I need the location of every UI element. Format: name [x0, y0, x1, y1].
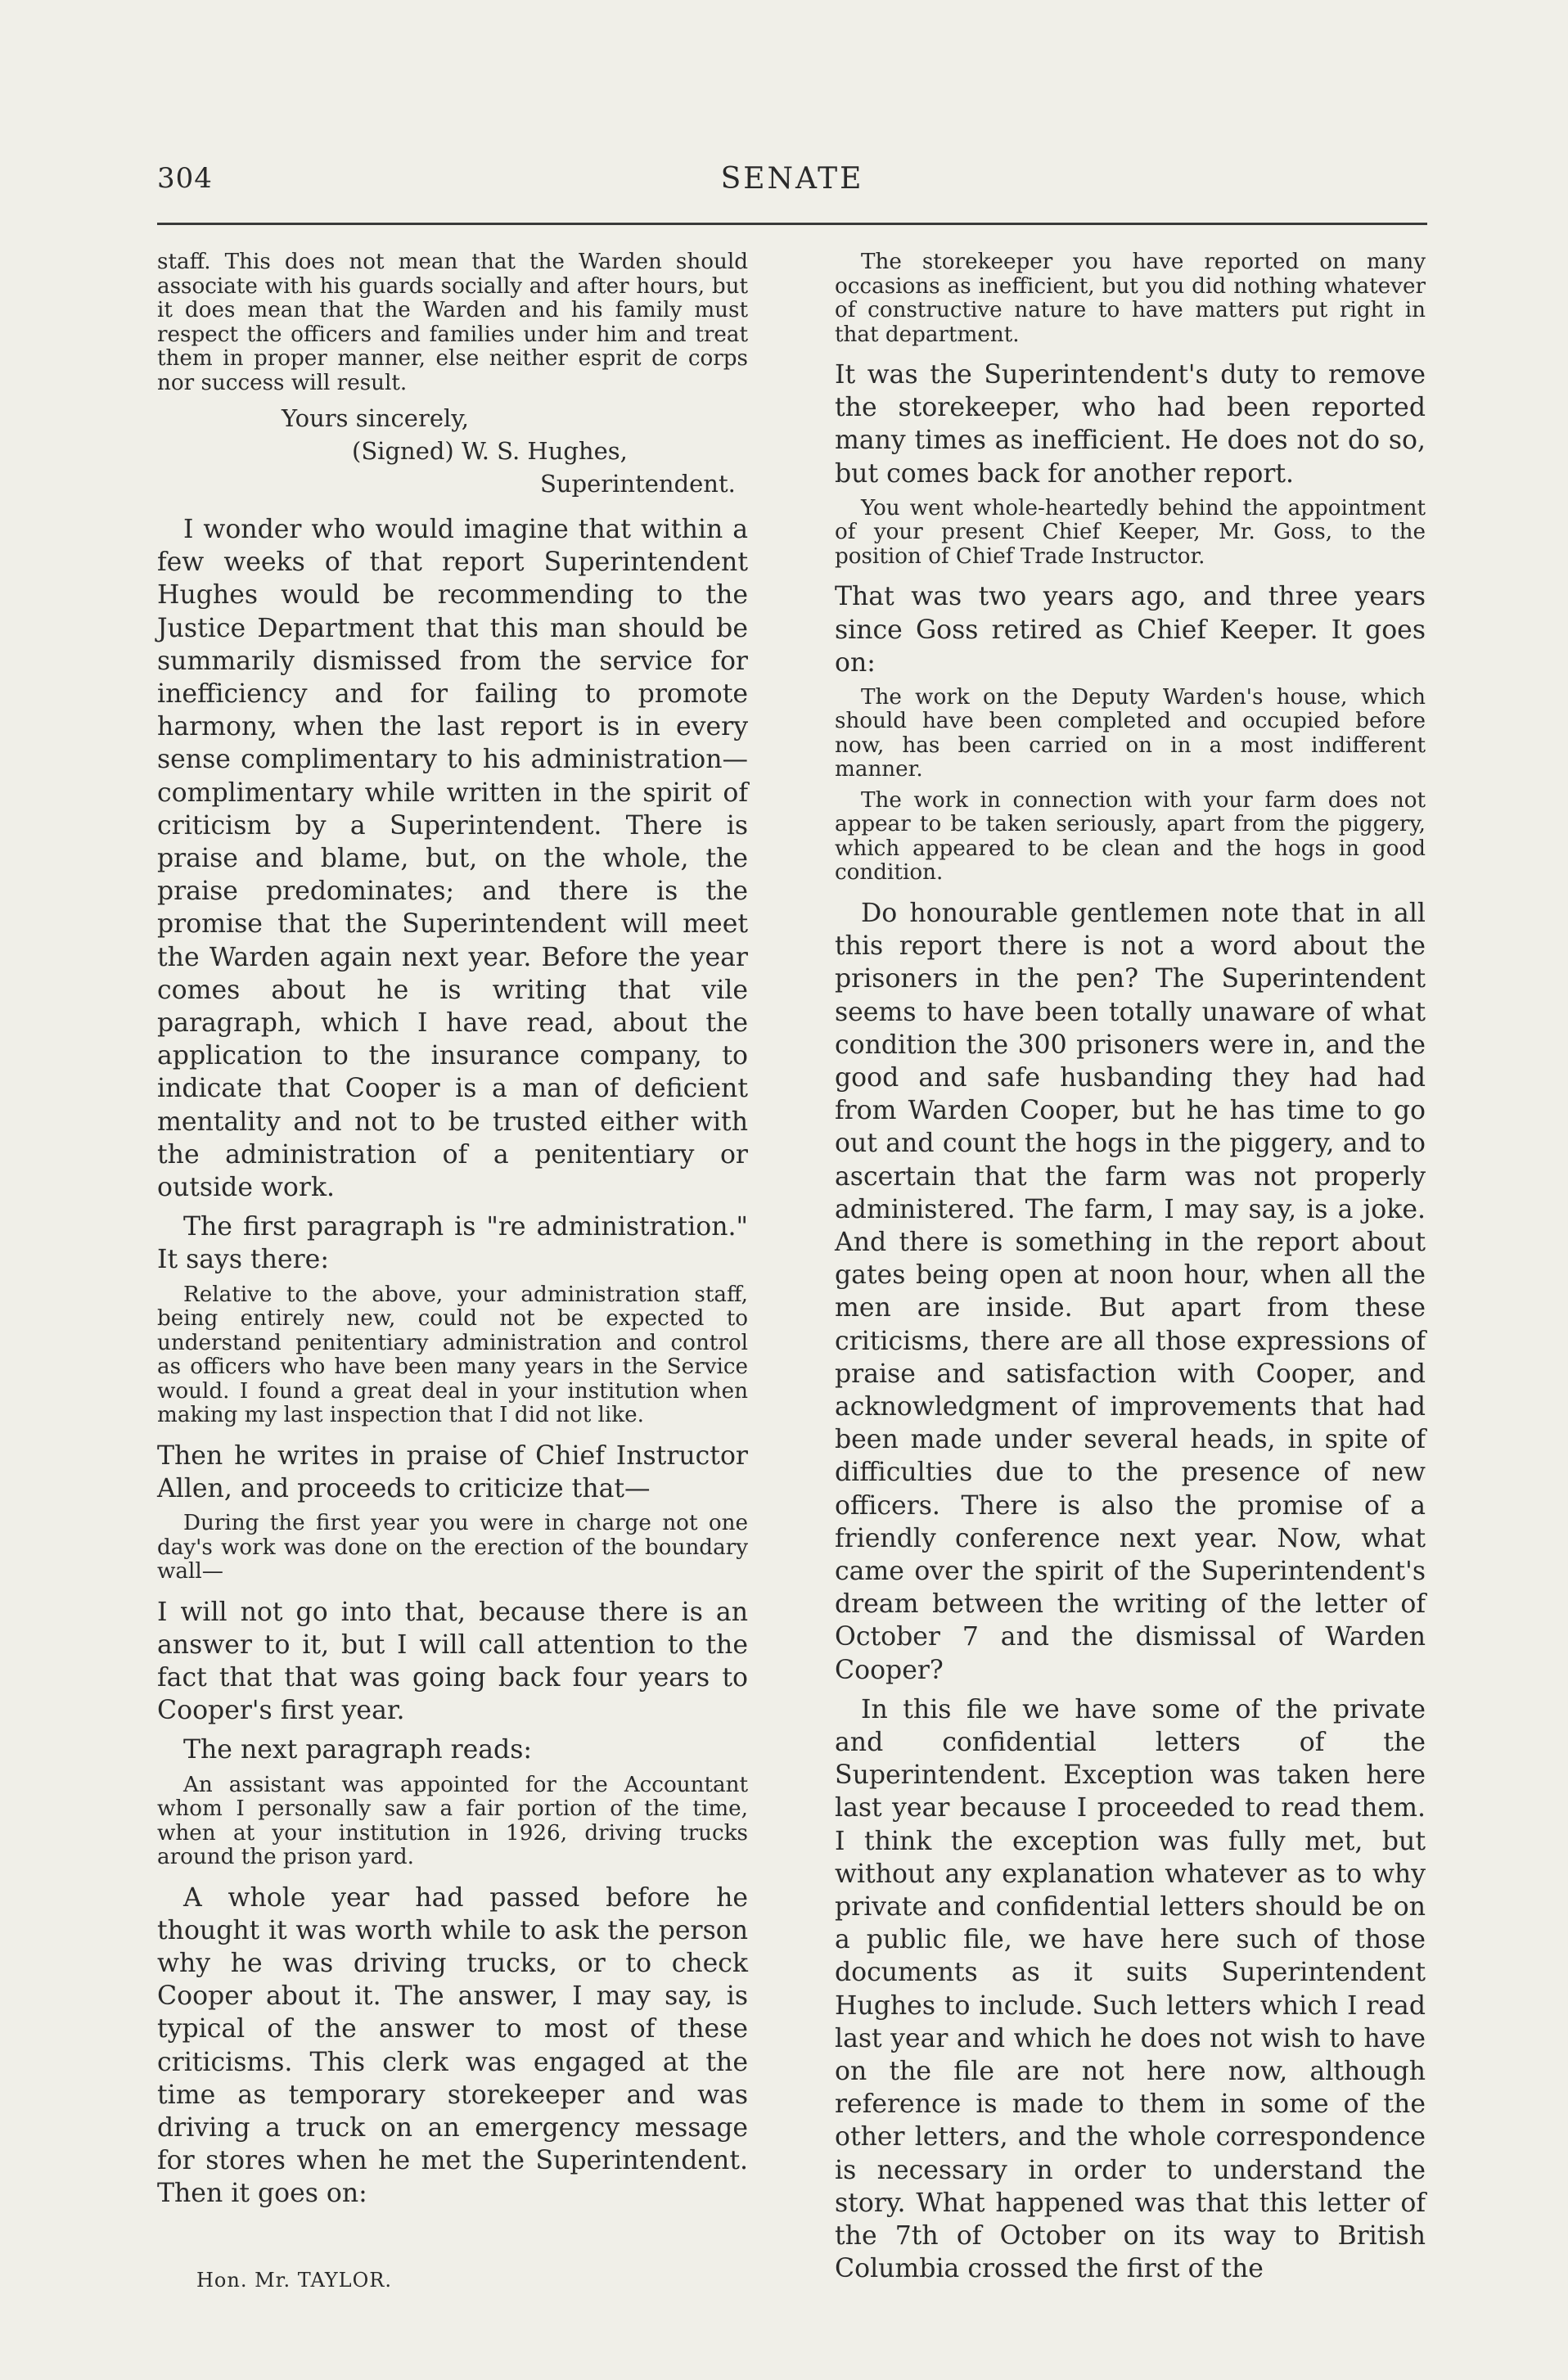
quote-block: Relative to the above, your administration staff, being entirely new, could not be expected to understand penitentiary administration and control as officers who have been many years in the Service would. I found a great deal in your institution when making my last inspection that I did not like. — [157, 1282, 748, 1428]
quote-block: The storekeeper you have reported on many occasions as inefficient, but you did nothing whatever of constructive nature to have matters put right in that department. — [835, 250, 1426, 347]
body-paragraph: I wonder who would imagine that within a few weeks of that report Superintendent Hughes would be recommending to the Justice Department that this man should be summarily dismissed from the service for inefficiency and for failing to promote harmony, when the last report is in every sense complimentary to his administration—complimentary while written in the spirit of criticism by a Superintendent. There is praise and blame, but, on the whole, the praise predominates; and there is the promise that the Superintendent will meet the Warden again next year. Before the year comes about he is writing that vile paragraph, which I have read, about the application to the insurance company, to indicate that Cooper is a man of deficient mentality and not to be trusted either with the administration of a penitentiary or outside work. — [157, 515, 748, 1203]
body-paragraph: The next paragraph reads: — [183, 1735, 532, 1765]
body-paragraph: In this file we have some of the private and confidential letters of the Superintendent. Exception was taken here last year because I proceeded to read them. I think the exception was fully met, but without any explanation whatever as to why private and confidential letters should be on a public file, we have here such of those documents as it suits Superintendent Hughes to include. Such letters which I read last year and which he does not wish to have on the file are not here now, although reference is made to them in some of the other letters, and the whole correspondence is necessary in order to understand the story. What happened was that this letter of the 7th of October on its way to British Columbia crossed the first of the — [835, 1694, 1426, 2284]
signature-block — [157, 402, 748, 500]
header-rule — [157, 223, 1427, 225]
body-paragraph: It was the Superintendent's duty to remove the storekeeper, who had been reported many times as inefficient. He does not do so, but comes back for another report. — [835, 360, 1426, 489]
quote-block: An assistant was appointed for the Accountant whom I personally saw a fair portion of the time, when at your institution in 1926, driving trucks around the prison yard. — [157, 1772, 748, 1870]
running-head: SENATE — [720, 162, 864, 196]
left-column — [157, 250, 748, 2217]
right-column — [835, 250, 1426, 2292]
signature-title: Superintendent. — [540, 470, 736, 498]
quote-block: The work on the Deputy Warden's house, which should have been completed and occupied before now, has been carried on in a most indifferent manner. — [835, 684, 1426, 782]
body-paragraph: Do honourable gentlemen note that in all this report there is not a word about the prisoners in the pen? The Superintendent seems to have been totally unaware of what condition the 300 prisoners were in, and the good and safe husbanding they had had from Warden Cooper, but he has time to go out and count the hogs in the piggery, and to ascertain that the farm was not properly administered. The farm, I may say, is a joke. And there is something in the report about gates being open at noon hour, when all the men are inside. But apart from these criticisms, there are all those expressions of praise and satisfaction with Cooper, and acknowledgment of improvements that had been made under several heads, in spite of difficulties due to the presence of new officers. There is also the promise of a friendly conference next year. Now, what came over the spirit of the Superintendent's dream between the writing of the letter of October 7 and the dismissal of Warden Cooper? — [835, 898, 1426, 1685]
body-paragraph: A whole year had passed before he thought it was worth while to ask the person why he was driving trucks, or to check Cooper about it. The answer, I may say, is typical of the answer to most of these criticisms. This clerk was engaged at the time as temporary storekeeper and was driving a truck on an emergency message for stores when he met the Superintendent. Then it goes on: — [157, 1882, 748, 2209]
quote-block: You went whole-heartedly behind the appointment of your present Chief Keeper, Mr. Goss, to the position of Chief Trade Instructor. — [835, 495, 1426, 569]
page-number: 304 — [157, 162, 213, 195]
speaker-footer: Hon. Mr. TAYLOR. — [196, 2269, 392, 2292]
quote-block: The work in connection with your farm does not appear to be taken seriously, apart from the piggery, which appeared to be clean and the hogs in good condition. — [835, 787, 1426, 886]
body-paragraph: The first paragraph is "re administration." It says there: — [157, 1212, 748, 1275]
body-paragraph: I will not go into that, because there is an answer to it, but I will call attention to the fact that that was going back four years to Cooper's first year. — [157, 1597, 748, 1726]
body-paragraph: Then he writes in praise of Chief Instructor Allen, and proceeds to criticize that— — [157, 1440, 748, 1503]
quote-block: staff. This does not mean that the Warden should associate with his guards socially and after hours, but it does mean that the Warden and his family must respect the officers and families under him and treat them in proper manner, else neither esprit de corps nor success will result. — [157, 250, 748, 395]
body-paragraph: That was two years ago, and three years since Goss retired as Chief Keeper. It goes on: — [835, 582, 1426, 678]
page-header — [157, 162, 1427, 219]
quote-block: During the first year you were in charge not one day's work was done on the erection of the boundary wall— — [157, 1511, 748, 1584]
signature-name: (Signed) W. S. Hughes, — [352, 437, 628, 465]
closing-salutation: Yours sincerely, — [282, 404, 470, 432]
